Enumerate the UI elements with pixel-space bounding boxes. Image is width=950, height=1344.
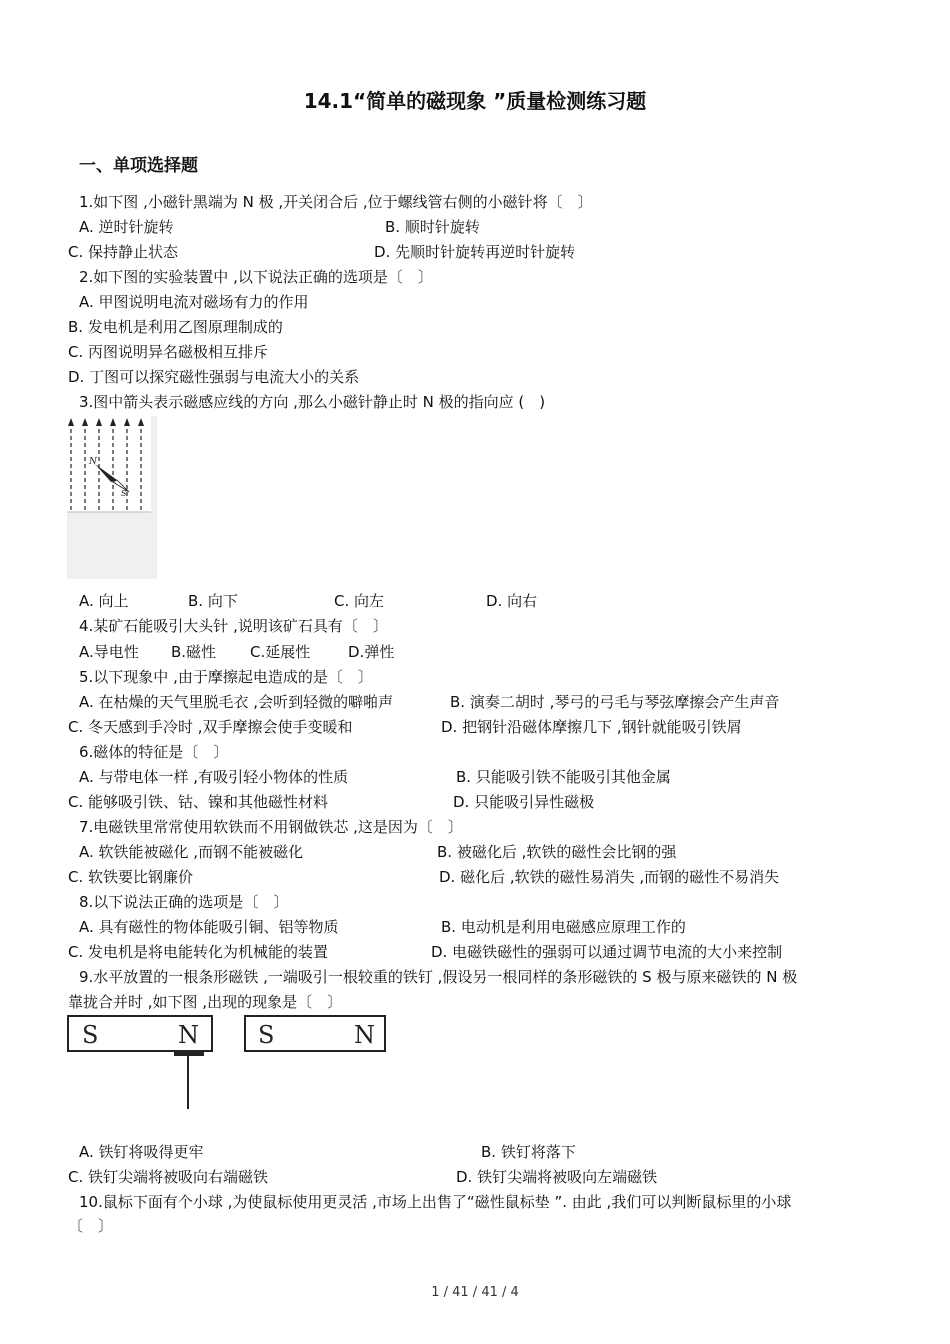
left-magnet-s-label: S (82, 1021, 99, 1049)
question-3-option-d: D. 向右 (486, 592, 538, 610)
question-5-option-a: A. 在枯燥的天气里脱毛衣 ,会听到轻微的噼啪声 (79, 693, 394, 711)
question-3-option-c: C. 向左 (334, 592, 385, 610)
page-title: 14.1“简单的磁现象 ”质量检测练习题 (303, 89, 647, 113)
question-7-stem: 7.电磁铁里常常使用软铁而不用钢做铁芯 ,这是因为〔 〕 (79, 818, 463, 836)
question-5-option-c: C. 冬天感到手冷时 ,双手摩擦会使手变暖和 (68, 718, 353, 736)
magnetic-field-figure (67, 416, 157, 579)
question-6-option-c: C. 能够吸引铁、钴、镍和其他磁性材料 (68, 793, 329, 811)
question-4-option-b: B.磁性 (171, 643, 217, 661)
question-1-option-d: D. 先顺时针旋转再逆时针旋转 (374, 243, 576, 261)
question-1-option-b: B. 顺时针旋转 (385, 218, 480, 236)
question-4-stem: 4.某矿石能吸引大头针 ,说明该矿石具有〔 〕 (79, 617, 388, 635)
question-8-option-a: A. 具有磁性的物体能吸引铜、铝等物质 (79, 918, 339, 936)
question-7-option-d: D. 磁化后 ,软铁的磁性易消失 ,而钢的磁性不易消失 (439, 868, 780, 886)
question-6-stem: 6.磁体的特征是〔 〕 (79, 743, 229, 761)
question-5-option-d: D. 把钢针沿磁体摩擦几下 ,钢针就能吸引铁屑 (441, 718, 742, 736)
question-8-stem: 8.以下说法正确的选项是〔 〕 (79, 893, 289, 911)
question-8-option-c: C. 发电机是将电能转化为机械能的装置 (68, 943, 329, 961)
needle-n-label: N (89, 457, 97, 467)
question-9-option-d: D. 铁钉尖端将被吸向左端磁铁 (456, 1168, 658, 1186)
question-5-option-b: B. 演奏二胡时 ,琴弓的弓毛与琴弦摩擦会产生声音 (450, 693, 780, 711)
question-6-option-a: A. 与带电体一样 ,有吸引轻小物体的性质 (79, 768, 349, 786)
question-9-stem: 9.水平放置的一根条形磁铁 ,一端吸引一根较重的铁钉 ,假设另一根同样的条形磁铁的 S 极与原来磁铁的 N 极 (79, 968, 798, 986)
question-2-stem: 2.如下图的实验装置中 ,以下说法正确的选项是〔 〕 (79, 268, 433, 286)
page-footer: 1 / 41 / 41 / 4 (431, 1285, 519, 1300)
question-1-option-a: A. 逆时针旋转 (79, 218, 174, 236)
question-9-option-b: B. 铁钉将落下 (481, 1143, 576, 1161)
question-1-stem: 1.如下图 ,小磁针黑端为 N 极 ,开关闭合后 ,位于螺线管右侧的小磁针将〔 〕 (79, 193, 593, 211)
question-8-option-d: D. 电磁铁磁性的强弱可以通过调节电流的大小来控制 (431, 943, 783, 961)
question-8-option-b: B. 电动机是利用电磁感应原理工作的 (441, 918, 686, 936)
figure-panel (67, 416, 151, 512)
right-magnet-s-label: S (258, 1021, 275, 1049)
question-7-option-b: B. 被磁化后 ,软铁的磁性会比钢的强 (437, 843, 677, 861)
question-7-option-c: C. 软铁要比钢廉价 (68, 868, 194, 886)
question-9-option-a: A. 铁钉将吸得更牢 (79, 1143, 204, 1161)
question-6-option-b: B. 只能吸引铁不能吸引其他金属 (456, 768, 671, 786)
bar-magnets-figure (66, 1013, 390, 1113)
question-2-option-c: C. 丙图说明异名磁极相互排斥 (68, 343, 269, 361)
question-9-option-c: C. 铁钉尖端将被吸向右端磁铁 (68, 1168, 269, 1186)
question-4-option-a: A.导电性 (79, 643, 139, 661)
section-heading: 一、单项选择题 (79, 156, 198, 176)
question-7-option-a: A. 软铁能被磁化 ,而钢不能被磁化 (79, 843, 304, 861)
question-3-option-a: A. 向上 (79, 592, 129, 610)
question-2-option-a: A. 甲图说明电流对磁场有力的作用 (79, 293, 309, 311)
question-9-stem-continued: 靠拢合并时 ,如下图 ,出现的现象是〔 〕 (68, 993, 343, 1011)
left-magnet-n-label: N (178, 1021, 199, 1049)
question-1-option-c: C. 保持静止状态 (68, 243, 179, 261)
question-4-option-c: C.延展性 (250, 643, 311, 661)
question-2-option-b: B. 发电机是利用乙图原理制成的 (68, 318, 283, 336)
question-6-option-d: D. 只能吸引异性磁极 (453, 793, 595, 811)
question-3-stem: 3.图中箭头表示磁感应线的方向 ,那么小磁针静止时 N 极的指向应 ( ) (79, 393, 546, 411)
nail-head (174, 1051, 204, 1056)
question-4-option-d: D.弹性 (348, 643, 395, 661)
right-magnet-n-label: N (354, 1021, 375, 1049)
question-3-option-b: B. 向下 (188, 592, 238, 610)
question-10-stem: 10.鼠标下面有个小球 ,为使鼠标使用更灵活 ,市场上出售了“磁性鼠标垫 ”. 由此 ,我们可以判断鼠标里的小球 (79, 1193, 792, 1211)
question-10-stem-continued: 〔 〕 (68, 1217, 114, 1235)
question-5-stem: 5.以下现象中 ,由于摩擦起电造成的是〔 〕 (79, 668, 373, 686)
needle-s-label: S (121, 489, 127, 498)
question-2-option-d: D. 丁图可以探究磁性强弱与电流大小的关系 (68, 368, 360, 386)
